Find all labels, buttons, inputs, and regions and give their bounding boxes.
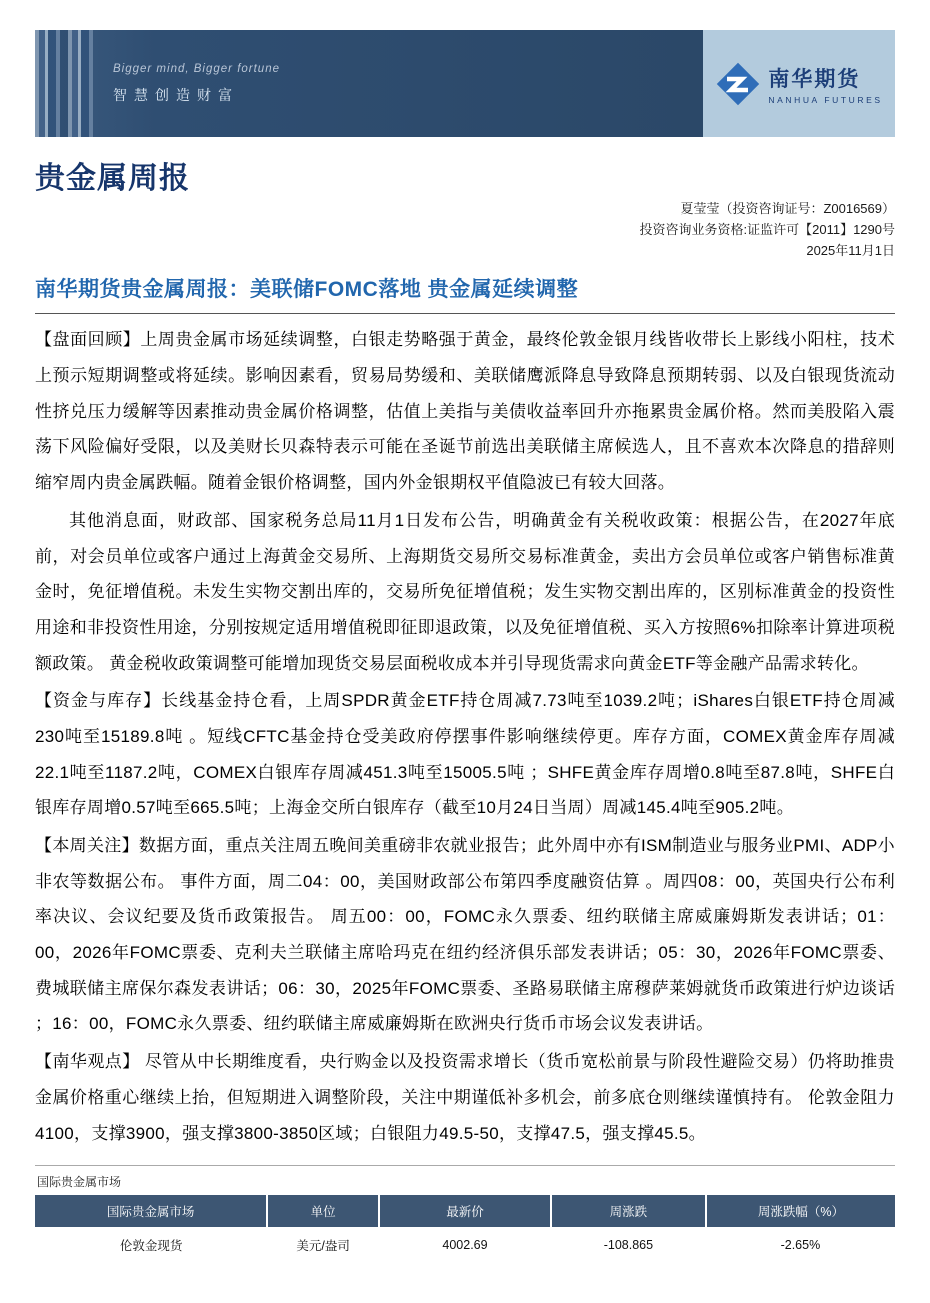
- page-title: 贵金属周报: [35, 162, 190, 195]
- brand-name-chinese: 南华期货: [768, 67, 861, 91]
- brand-text: [768, 63, 882, 105]
- paragraph-funds-inventory: 【资金与库存】长线基金持仓看，上周SPDR黄金ETF持仓周减7.73吨至1039.2吨；iShares白银ETF持仓周减230吨至15189.8吨 。短线CFTC基金持仓受美政府停摆事件影响继续停更。库存方面，COMEX黄金库存周减22.1吨至1187.2吨，COMEX白银库存周减451.3吨至15005.5吨 ；SHFE黄金库存周增0.8吨至87.8吨，SHFE白银库存周增0.57吨至665.5吨；上海金交所白银库存（截至10月24日当周）周减145.4吨至905.2吨。: [35, 691, 895, 818]
- paragraph-week-watch: 【本周关注】数据方面，重点关注周五晚间美重磅非农就业报告；此外周中亦有ISM制造业与服务业PMI、ADP小非农等数据公布。 事件方面，周二04：00，美国财政部公布第四季度融资估算 。周四08：00，英国央行公布利率决议、会议纪要及货币政策报告。 周五00：00，FOMC永久票委、纽约联储主席威廉姆斯发表讲话；01：00，2026年FOMC票委、克利夫兰联储主席哈玛克在纽约经济俱乐部发表讲话；05：30，2026年FOMC票委、费城联储主席保尔森发表讲话；06：30，2025年FOMC票委、圣路易联储主席穆萨莱姆就货币政策进行炉边谈话 ；16：00，FOMC永久票委、纽约联储主席威廉姆斯在欧洲央行货币市场会议发表讲话。: [35, 836, 895, 1034]
- author-line: 夏莹莹（投资咨询证号：Z0016569）: [680, 201, 895, 216]
- cell-weekly-change: -108.865: [551, 1227, 706, 1264]
- cell-unit: 美元/盎司: [267, 1227, 379, 1264]
- paragraph-nanhua-view: 【南华观点】 尽管从中长期维度看，央行购金以及投资需求增长（货币宽松前景与阶段性避险交易）仍将助推贵金属价格重心继续上抬，但短期进入调整阶段，关注中期谨低补多机会，前多底仓则继续谨慎持有。 伦敦金阻力4100，支撑3900，强支撑3800-3850区域；白银阻力49.5-50，支撑47.5，强支撑45.5。: [35, 1052, 895, 1143]
- slogan-chinese: 智慧创造财富: [113, 86, 239, 103]
- cell-latest-price: 4002.69: [379, 1227, 551, 1264]
- author-info: [35, 199, 895, 261]
- report-body: [35, 322, 895, 1151]
- headline-divider: [35, 313, 895, 314]
- header-banner: [35, 30, 895, 137]
- report-date: 2025年11月1日: [806, 242, 895, 258]
- slogan-english: Bigger mind, Bigger fortune: [113, 62, 280, 75]
- report-headline: 南华期货贵金属周报：美联储FOMC落地 贵金属延续调整: [35, 278, 579, 302]
- banner-slogans: [35, 63, 280, 105]
- table-header-weekly-change: 周涨跌: [551, 1195, 706, 1227]
- table-caption: 国际贵金属市场: [37, 1175, 122, 1190]
- banner-slogan-area: [35, 30, 703, 137]
- cell-instrument: 伦敦金现货: [35, 1227, 267, 1264]
- table-row-london-gold: [35, 1227, 895, 1264]
- international-metals-section: [35, 1165, 895, 1264]
- table-header-unit: 单位: [267, 1195, 379, 1227]
- table-header-latest-price: 最新价: [379, 1195, 551, 1227]
- brand-name-english: NANHUA FUTURES: [768, 94, 883, 105]
- table-header-market: 国际贵金属市场: [35, 1195, 267, 1227]
- table-header-row: [35, 1195, 895, 1227]
- paragraph-other-news: 其他消息面，财政部、国家税务总局11月1日发布公告，明确黄金有关税收政策：根据公告，在2027年底前，对会员单位或客户通过上海黄金交易所、上海期货交易所交易标准黄金，卖出方会员单位或客户销售标准黄金时，免征增值税。未发生实物交割出库的，交易所免征增值税；发生实物交割出库的，区别标准黄金的投资性用途和非投资性用途，分别按规定适用增值税即征即退政策，以及免征增值税、买入方按照6%扣除率计算进项税额政策。 黄金税收政策调整可能增加现货交易层面税收成本并引导现货需求向黄金ETF等金融产品需求转化。: [35, 510, 895, 673]
- brand-area: [703, 30, 895, 137]
- qualification-line: 投资咨询业务资格:证监许可【2011】1290号: [639, 221, 895, 237]
- cell-weekly-change-pct: -2.65%: [706, 1227, 895, 1264]
- nanhua-diamond-logo-icon: [715, 61, 761, 107]
- international-precious-metals-table: [35, 1195, 895, 1264]
- paragraph-market-review: 【盘面回顾】上周贵金属市场延续调整，白银走势略强于黄金，最终伦敦金银月线皆收带长上影线小阳柱，技术上预示短期调整或将延续。影响因素看，贸易局势缓和、美联储鹰派降息导致降息预期转弱、以及白银现货流动性挤兑压力缓解等因素推动贵金属价格调整，估值上美指与美债收益率回升亦拖累贵金属价格。然而美股陷入震荡下风险偏好受限，以及美财长贝森特表示可能在圣诞节前选出美联储主席候选人，且不喜欢本次降息的措辞则缩窄周内贵金属跌幅。随着金银价格调整，国内外金银期权平值隐波已有较大回落。: [35, 330, 895, 493]
- table-header-weekly-change-pct: 周涨跌幅（%）: [706, 1195, 895, 1227]
